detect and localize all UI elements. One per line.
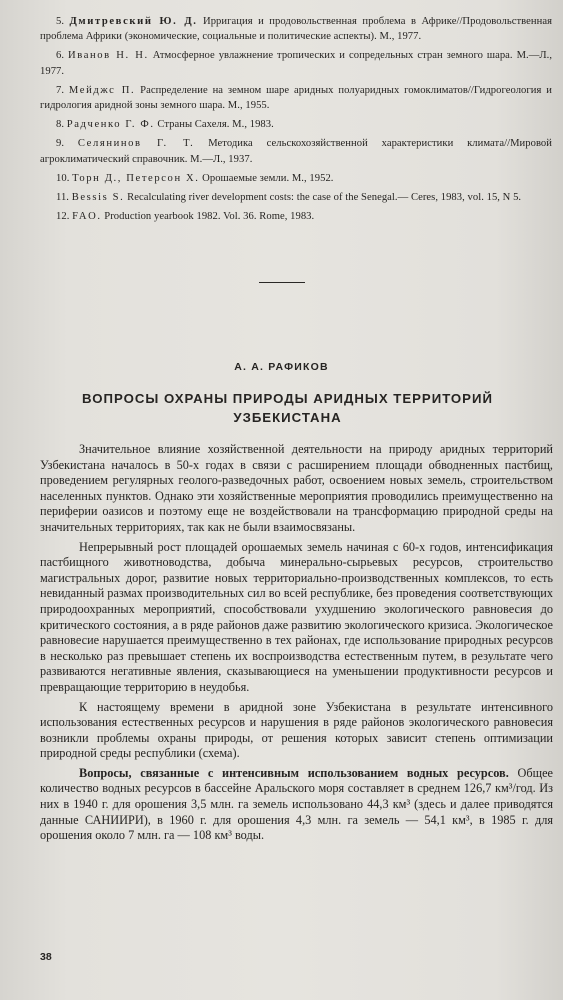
reference-item: 7. Мейджс П. Распределение на земном шаре аридных полуаридных гомоклиматов//Гидрогеология и гидрология аридной зоны земного шара. М., 1955. — [40, 84, 552, 112]
reference-item: 12. FAO. Production yearbook 1982. Vol. 36. Rome, 1983. — [56, 211, 315, 223]
reference-text: Recalculating river development costs: the case of the Senegal.— Ceres, 1983, vol. 15, N 5. — [124, 192, 522, 204]
paragraph-lead: Вопросы, связанные с интенсивным использованием водных ресурсов. — [79, 765, 509, 780]
reference-item: 6. Иванов Н. Н. Атмосферное увлажнение тропических и сопредельных стран земного шара. М.—Л., 1977. — [40, 50, 553, 77]
reference-author: Мейджс П. — [68, 84, 136, 96]
paragraph: Вопросы, связанные с интенсивным использованием водных ресурсов. Общее количество водных ресурсов в бассейне Аральского моря составляет в среднем 126,7 км³/год. Из них в 1940 г. для орошения 3,5 млн. га земель использовано 44,3 км³ (здесь и далее приводятся данные САНИИРИ), в 1960 г. для орошения 4,3 млн. га земель — 54,1 км³, в 1985 г. для орошения около 7 млн. га — 108 км³ воды. — [40, 765, 553, 843]
reference-text: Атмосферное увлажнение тропических и сопредельных стран земного шара. М.—Л., 1977. — [40, 50, 553, 77]
reference-author: Bessis S. — [71, 192, 125, 204]
reference-item: 8. Радченко Г. Ф. Страны Сахеля. М., 1983. — [56, 119, 274, 131]
reference-item: 11. Bessis S. Recalculating river development costs: the case of the Senegal.— Ceres, 1983, vol. 15, N 5. — [56, 192, 522, 204]
paragraph: К настоящему времени в аридной зоне Узбекистана в результате интенсивного использования естественных ресурсов и нарушения в ряде районов экологического равновесия возникли проблемы охраны природы, от решения которых зависит степень оптимизации природной среды республики (схема). — [40, 699, 553, 761]
reference-author: Селянинов Г. Т. — [77, 138, 195, 150]
reference-author: FAO. — [72, 211, 102, 223]
reference-item: 9. Селянинов Г. Т. Методика сельскохозяйственной характеристики климата//Мировой агроклиматический справочник. М.—Л., 1937. — [40, 138, 552, 165]
reference-author: Торн Д., Петерсон Х. — [72, 172, 200, 184]
reference-list — [40, 14, 552, 228]
article-author: А. А. РАФИКОВ — [234, 361, 329, 373]
paragraph: Значительное влияние хозяйственной деятельности на природу аридных территорий Узбекистана началось в 50-х годах в связи с расширением площади обводненных пастбищ, проведением регулярных геолого-разведочных работ, освоением новых земель, строительством населенных пунктов. Однако эти хозяйственные мероприятия проводились преимущественно на периферии оазисов и поэтому еще не воздействовали на трансформацию природной среды на значительных территориях, так как не были взаимосвязаны. — [40, 442, 553, 534]
reference-text: Методика сельскохозяйственной характеристики климата//Мировой агроклиматический справочник. М.—Л., 1937. — [40, 138, 552, 165]
reference-author: Радченко Г. Ф. — [66, 119, 155, 131]
article-body — [40, 442, 553, 848]
page-number: 38 — [40, 951, 52, 963]
reference-text: Ирригация и продовольственная проблема в Африке//Продовольственная проблема Африки (экономические, социальные и политические аспекты). М., 1977. — [40, 16, 552, 43]
section-divider — [259, 282, 305, 283]
reference-text: Орошаемые земли. М., 1952. — [199, 172, 334, 184]
reference-author: Дмитревский Ю. Д. — [69, 16, 198, 27]
paragraph: Непрерывный рост площадей орошаемых земель начиная с 60-х годов, интенсификация пастбищного животноводства, добыча минерально-сырьевых ресурсов, строительство магистральных дорог, развитие новых территориально-производственных комплексов, то есть невиданный размах производительных сил во всей республике, без проведения соответствующих природоохранных мероприятий, способствовали ухудшению экологического равновесия до критического состояния, а в ряде районов даже развитию экологического кризиса. Экологическое равновесие нарушается преимущественно в тех районах, где использование природных ресурсов в несколько раз превышает степень их воспроизводства естественным путем, в результате чего развиваются негативные явления, сказывающиеся на уменьшении продуктивности ресурсов и превращающие территорию в неудобья. — [40, 539, 553, 694]
reference-text: Страны Сахеля. М., 1983. — [154, 119, 274, 131]
article-title: ВОПРОСЫ ОХРАНЫ ПРИРОДЫ АРИДНЫХ ТЕРРИТОРИЙ УЗБЕКИСТАНА — [82, 391, 493, 425]
reference-text: Production yearbook 1982. Vol. 36. Rome, 1983. — [101, 211, 315, 223]
reference-author: Иванов Н. Н. — [68, 50, 149, 62]
reference-item: 10. Торн Д., Петерсон Х. Орошаемые земли. М., 1952. — [56, 172, 334, 184]
reference-item: 5. Дмитревский Ю. Д. Ирригация и продовольственная проблема в Африке//Продовольственная проблема Африки (экономические, социальные и политические аспекты). М., 1977. — [40, 16, 552, 43]
reference-text: Распределение на земном шаре аридных полуаридных гомоклиматов//Гидрогеология и гидрология аридной зоны земного шара. М., 1955. — [40, 84, 552, 112]
